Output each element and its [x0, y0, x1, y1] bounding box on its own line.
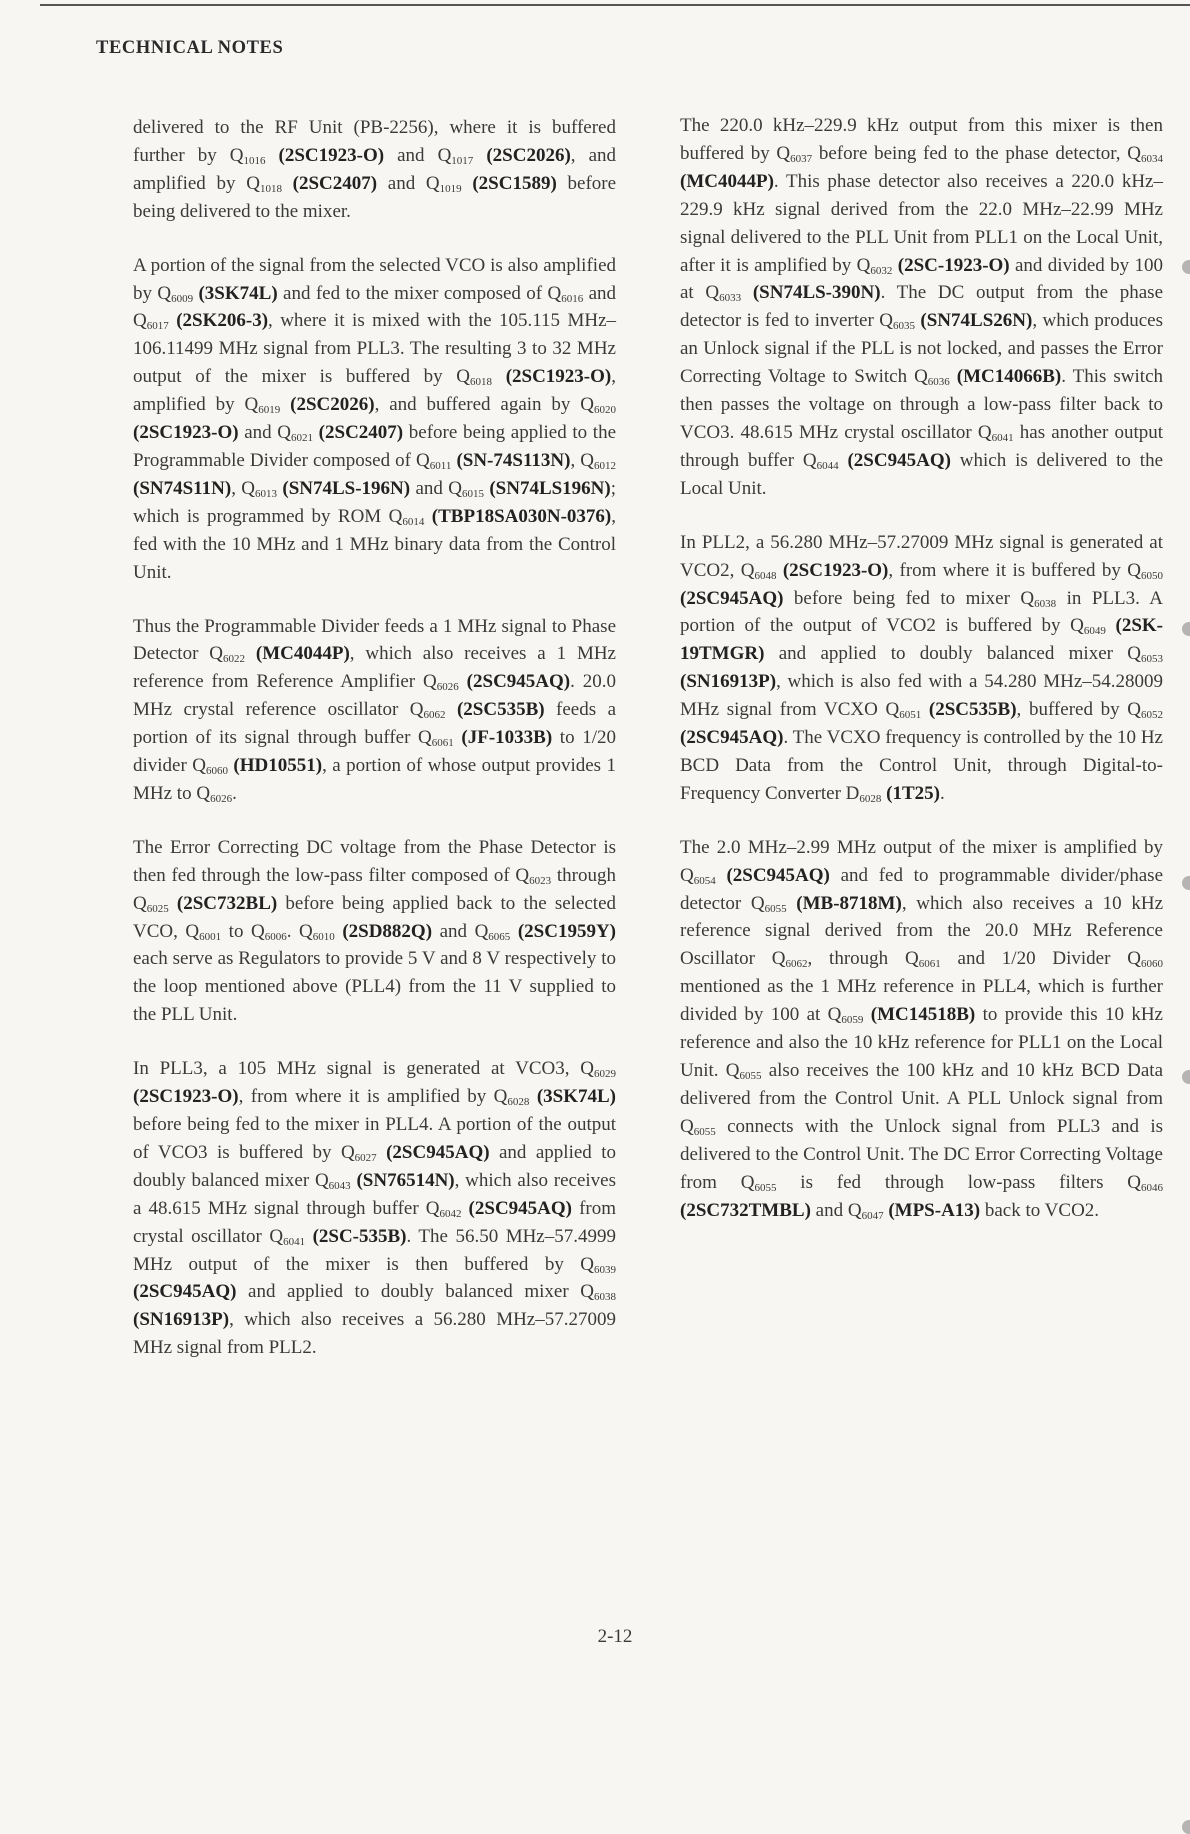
- top-rule: [40, 4, 1190, 6]
- paragraph: A portion of the signal from the selected VCO is also amplified by $Q_{6009}$ (3SK74L) and fed to the mixer composed of $Q_{6016}$ and $Q_{6017}$ (2SK206-3), where it is mixed with the 105.115 MHz–106.11499 MHz signal from PLL3. The resulting 3 to 32 MHz output of the mixer is buffered by $Q_{6018}$ (2SC1923-O), amplified by $Q_{6019}$ (2SC2026), and buffered again by $Q_{6020}$ (2SC1923-O) and $Q_{6021}$ (2SC2407) before being applied to the Programmable Divider composed of $Q_{6011}$ (SN-74S113N), $Q_{6012}$ (SN74S11N), $Q_{6013}$ (SN74LS-196N) and $Q_{6015}$ (SN74LS196N); which is programmed by ROM $Q_{6014}$ (TBP18SA030N-0376), fed with the 10 MHz and 1 MHz binary data from the Control Unit.: [133, 254, 617, 583]
- page-number: 2-12: [597, 1626, 633, 1647]
- binding-hole-mark: [1182, 1070, 1190, 1084]
- paragraph: The 220.0 kHz–229.9 kHz output from this mixer is then buffered by $Q_{6037}$ before being fed to the phase detector, $Q_{6034}$ (MC4044P). This phase detector also receives a 220.0 kHz–229.9 kHz signal derived from the 22.0 MHz–22.99 MHz signal delivered to the PLL Unit from PLL1 on the Local Unit, after it is amplified by $Q_{6032}$ (2SC-1923-O) and divided by 100 at $Q_{6033}$ (SN74LS-390N). The DC output from the phase detector is fed to inverter $Q_{6035}$ (SN74LS26N), which produces an Unlock signal if the PLL is not locked, and passes the Error Correcting Voltage to Switch $Q_{6036}$ (MC14066B). This switch then passes the voltage on through a low-pass filter back to VCO3. 48.615 MHz crystal oscillator $Q_{6041}$ has another output through buffer $Q_{6044}$ (2SC945AQ) which is delivered to the Local Unit.: [680, 115, 1164, 499]
- left-column: [133, 114, 616, 1388]
- paragraph: The Error Correcting DC voltage from the Phase Detector is then fed through the low-pass filter composed of $Q_{6023}$ through $Q_{6025}$ (2SC732BL) before being applied back to the selected VCO, $Q_{6001}$ to $Q_{6006}$. $Q_{6010}$ (2SD882Q) and $Q_{6065}$ (2SC1959Y) each serve as Regulators to provide 5 V and 8 V respectively to the loop mentioned above (PLL4) from the 11 V supplied to the PLL Unit.: [133, 836, 617, 1026]
- binding-hole-mark: [1182, 1820, 1190, 1834]
- page-header: TECHNICAL NOTES: [96, 38, 284, 58]
- paragraph: The 2.0 MHz–2.99 MHz output of the mixer is amplified by $Q_{6054}$ (2SC945AQ) and fed to programmable divider/phase detector $Q_{6055}$ (MB-8718M), which also receives a 10 kHz reference signal derived from the 20.0 MHz Reference Oscillator $Q_{6062}$, through $Q_{6061}$ and 1/20 Divider $Q_{6060}$ mentioned as the 1 MHz reference in PLL4, which is further divided by 100 at $Q_{6059}$ (MC14518B) to provide this 10 kHz reference and also the 10 kHz reference for PLL1 on the Local Unit. $Q_{6055}$ also receives the 100 kHz and 10 kHz BCD Data delivered from the Control Unit. A PLL Unlock signal from $Q_{6055}$ connects with the Unlock signal from PLL3 and is delivered to the Control Unit. The DC Error Correcting Voltage from $Q_{6055}$ is fed through low-pass filters $Q_{6046}$ (2SC732TMBL) and $Q_{6047}$ (MPS-A13) back to VCO2.: [680, 836, 1164, 1222]
- paragraph: In PLL2, a 56.280 MHz–57.27009 MHz signal is generated at VCO2, $Q_{6048}$ (2SC1923-O), from where it is buffered by $Q_{6050}$ (2SC945AQ) before being fed to mixer $Q_{6038}$ in PLL3. A portion of the output of VCO2 is buffered by $Q_{6049}$ (2SK-19TMGR) and applied to doubly balanced mixer $Q_{6053}$ (SN16913P), which is also fed with a 54.280 MHz–54.28009 MHz signal from VCXO $Q_{6051}$ (2SC535B), buffered by $Q_{6052}$ (2SC945AQ). The VCXO frequency is controlled by the 10 Hz BCD Data from the Control Unit, through Digital-to-Frequency Converter $D_{6028}$ (1T25).: [680, 531, 1164, 805]
- right-column: [680, 112, 1163, 1250]
- binding-hole-mark: [1182, 260, 1190, 274]
- paragraph: Thus the Programmable Divider feeds a 1 MHz signal to Phase Detector $Q_{6022}$ (MC4044P), which also receives a 1 MHz reference from Reference Amplifier $Q_{6026}$ (2SC945AQ). 20.0 MHz crystal reference oscillator $Q_{6062}$ (2SC535B) feeds a portion of its signal through buffer $Q_{6061}$ (JF-1033B) to 1/20 divider $Q_{6060}$ (HD10551), a portion of whose output provides 1 MHz to $Q_{6026}$.: [133, 615, 617, 805]
- paragraph: In PLL3, a 105 MHz signal is generated at VCO3, $Q_{6029}$ (2SC1923-O), from where it is amplified by $Q_{6028}$ (3SK74L) before being fed to the mixer in PLL4. A portion of the output of VCO3 is buffered by $Q_{6027}$ (2SC945AQ) and applied to doubly balanced mixer $Q_{6043}$ (SN76514N), which also receives a 48.615 MHz signal through buffer $Q_{6042}$ (2SC945AQ) from crystal oscillator $Q_{6041}$ (2SC-535B). The 56.50 MHz–57.4999 MHz output of the mixer is then buffered by $Q_{6039}$ (2SC945AQ) and applied to doubly balanced mixer $Q_{6038}$ (SN16913P), which also receives a 56.280 MHz–57.27009 MHz signal from PLL2.: [133, 1058, 617, 1359]
- paragraph: delivered to the RF Unit (PB-2256), where it is buffered further by $Q_{1016}$ (2SC1923-O) and $Q_{1017}$ (2SC2026), and amplified by $Q_{1018}$ (2SC2407) and $Q_{1019}$ (2SC1589) before being delivered to the mixer.: [133, 117, 617, 222]
- binding-hole-mark: [1182, 622, 1190, 636]
- binding-hole-mark: [1182, 876, 1190, 890]
